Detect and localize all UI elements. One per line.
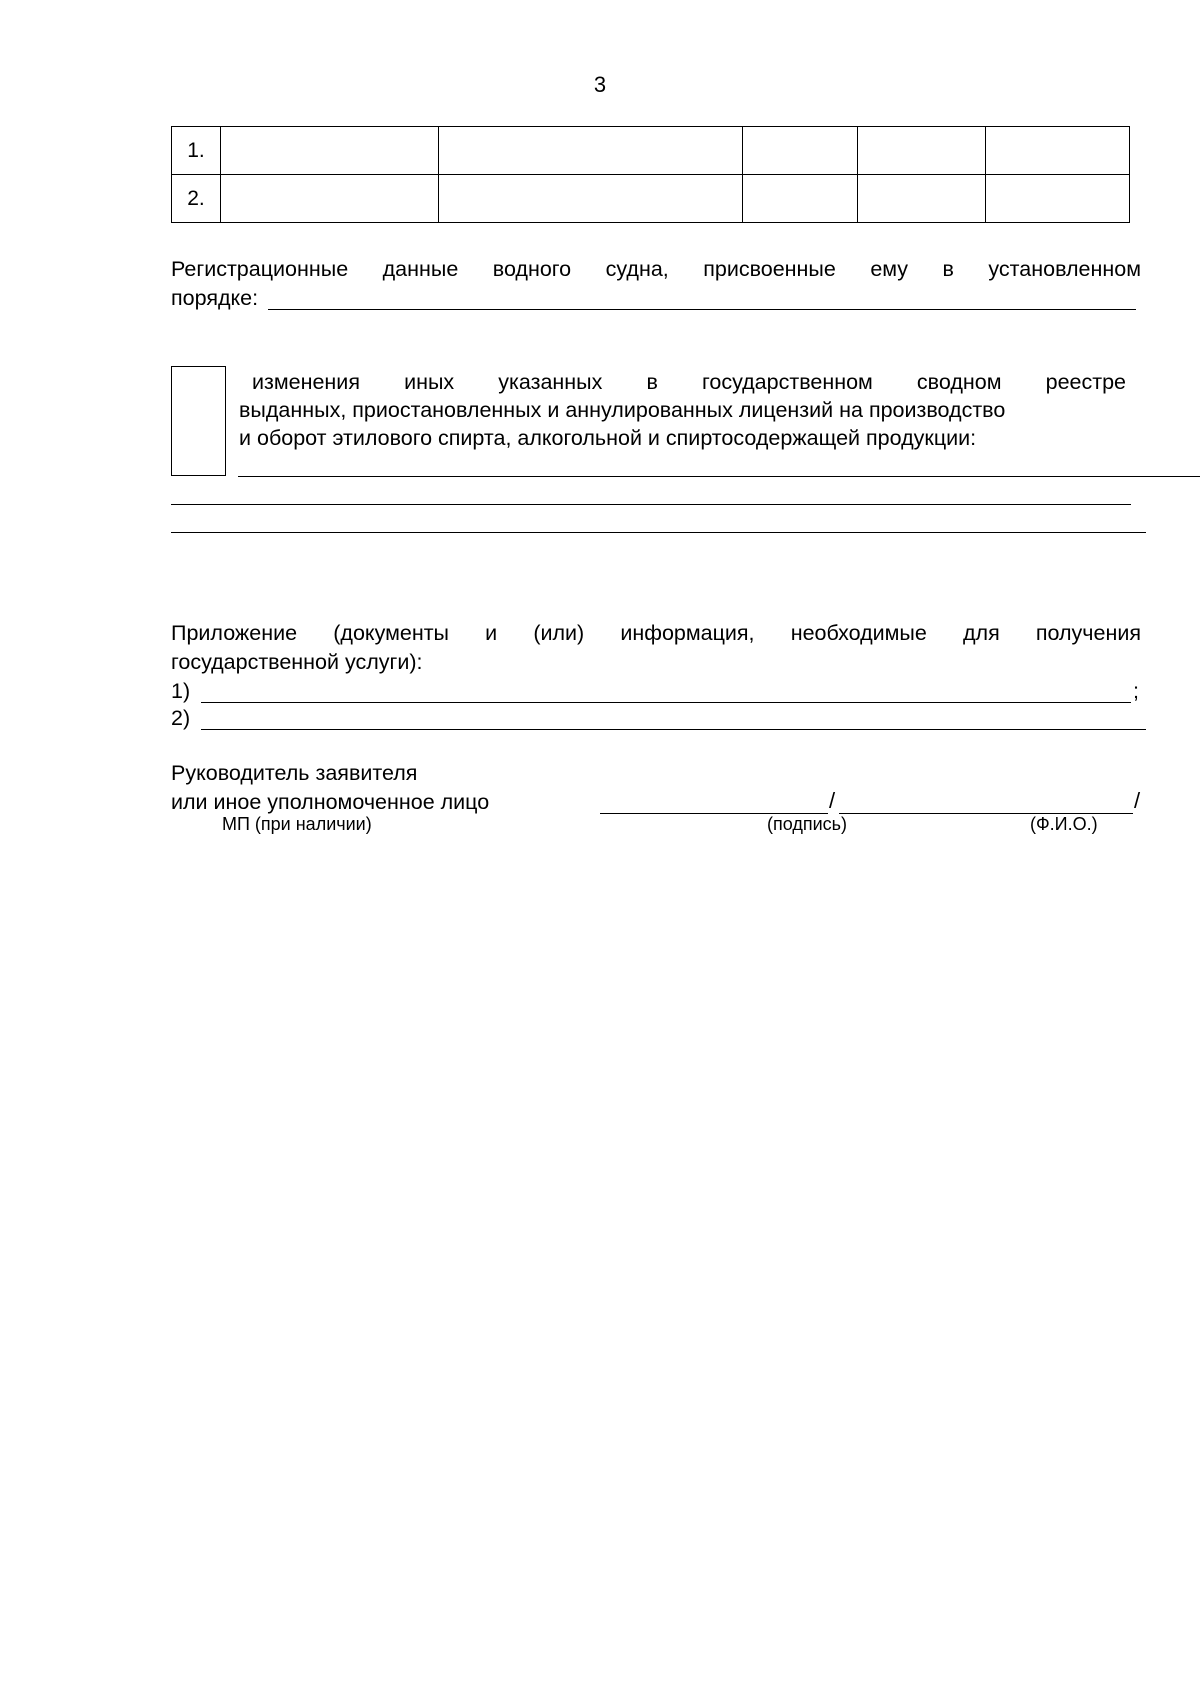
full-name-caption: (Ф.И.О.) (1030, 814, 1098, 834)
table-row (172, 127, 1130, 175)
table-cell[interactable] (439, 175, 743, 223)
changes-text-line2: выданных, приостановленных и аннулированных лицензий на производство (239, 398, 1006, 422)
row-number: 2. (172, 175, 221, 223)
attachment-item1-label: 1) (171, 679, 191, 703)
attachment-item1-end: ; (1133, 679, 1139, 703)
table-cell[interactable] (439, 127, 743, 175)
registration-text-line2: порядке: (171, 286, 259, 310)
table-cell[interactable] (858, 175, 986, 223)
changes-text-line1: изменения иных указанных в государственном сводном реестре (252, 370, 1126, 394)
changes-field-line2[interactable] (171, 504, 1131, 505)
attachment-text-line1: Приложение (документы и (или) информация, необходимые для получения (171, 621, 1141, 645)
signer-title-line1: Руководитель заявителя (171, 761, 418, 785)
full-name-end-separator: / (1134, 788, 1141, 813)
table-cell[interactable] (221, 175, 439, 223)
table-cell[interactable] (986, 175, 1130, 223)
attachment-item1-field[interactable] (201, 702, 1131, 703)
page-number: 3 (593, 72, 607, 97)
registration-field[interactable] (268, 309, 1136, 310)
table-cell[interactable] (221, 127, 439, 175)
table-cell[interactable] (986, 127, 1130, 175)
signature-separator: / (829, 788, 836, 813)
changes-field-line1[interactable] (238, 476, 1200, 477)
attachment-item2-label: 2) (171, 706, 191, 730)
table-cell[interactable] (743, 175, 858, 223)
changes-text-line3: и оборот этилового спирта, алкогольной и спиртосодержащей продукции: (239, 426, 977, 450)
changes-checkbox[interactable] (171, 366, 226, 476)
items-table (171, 126, 1130, 223)
table-cell[interactable] (858, 127, 986, 175)
attachment-item2-field[interactable] (201, 729, 1146, 730)
registration-text-line1: Регистрационные данные водного судна, присвоенные ему в установленном (171, 257, 1141, 281)
table-cell[interactable] (743, 127, 858, 175)
attachment-text-line2: государственной услуги): (171, 650, 423, 674)
changes-field-line3[interactable] (171, 532, 1146, 533)
table-row (172, 175, 1130, 223)
stamp-caption: МП (при наличии) (222, 814, 372, 834)
signer-title-line2: или иное уполномоченное лицо (171, 790, 490, 814)
signature-caption: (подпись) (767, 814, 848, 834)
row-number: 1. (172, 127, 221, 175)
